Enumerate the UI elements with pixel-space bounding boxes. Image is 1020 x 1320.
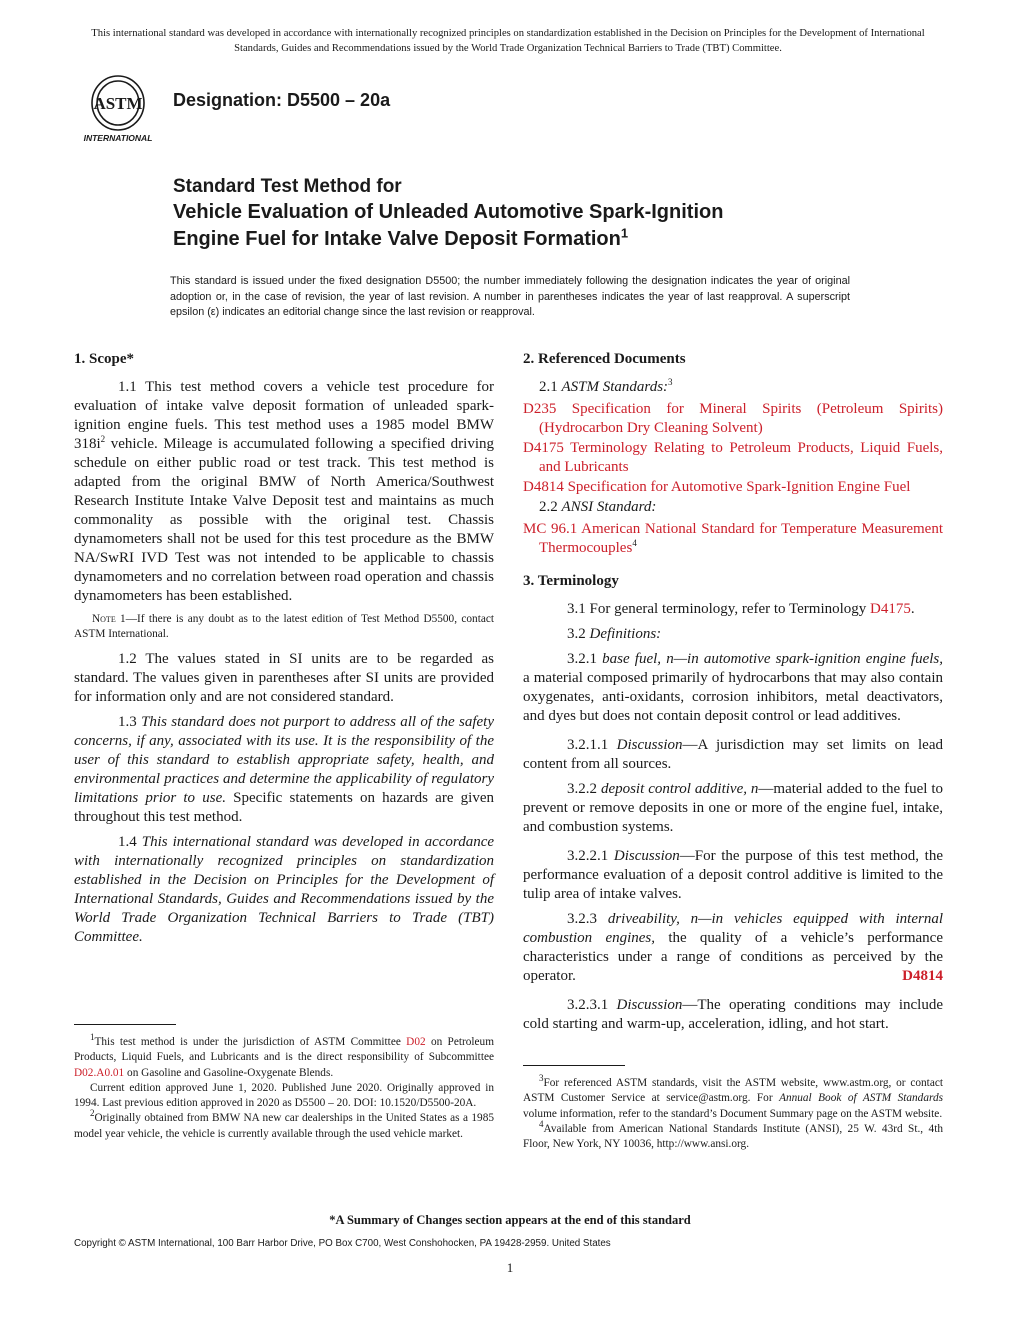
footnote-1-mark: 1 [90,1032,95,1043]
scope-1-2: 1.2 The values stated in SI units are to be regarded as standard. The values given in parentheses after SI units are provided for information only and are not considered standard. [74,651,494,705]
ref-d235-code[interactable]: D235 [523,401,557,417]
footnote-3 [523,1073,943,1122]
term-3-2-3-italic: driveability, n—in vehicles equipped with internal combustion engines, [523,911,944,946]
intro-notice: This international standard was developed in accordance with internationally recognized principles on standardization established in the Decision on Principles for the Development of International Standards, Guides and Recommendations issued by the World Trade Organization Technical Barriers to Trade (TBT) Committee. [91,28,925,54]
astm-standards-italic: ASTM Standards: [561,379,669,395]
scope-1-4 [74,833,494,947]
term-3-2-1-1 [523,736,943,774]
term-3-2 [523,625,943,644]
term-3-2-1 [523,650,943,726]
footnote-1-link-subcommittee[interactable]: D02.A0.01 [74,1066,125,1079]
scope-1-3-tail: Specific statements on hazards are given throughout this test method. [74,790,494,825]
term-3-2-2-1-text: —For the purpose of this test method, the performance evaluation of a deposit control additive is limited to the tulip area of intake valves. [523,848,944,902]
ref-d4175-text[interactable]: Terminology Relating to Petroleum Products, Liquid Fuels, and Lubricants [539,440,943,475]
astm-standards-num: 2.1 [539,379,562,395]
term-3-2-3-1-italic: Discussion [616,997,683,1013]
page-number: 1 [506,1260,514,1275]
footnote-1-current: Current edition approved June 1, 2020. Published June 2020. Originally approved in 1994. Last previous edition approved in 2020 as D5500 – 20. DOI: 10.1520/D5500-20A. [74,1081,494,1110]
footnote-1-text-a: This test method is under the jurisdiction of ASTM Committee [94,1036,407,1048]
footnote-3-mark: 3 [539,1073,544,1084]
note-1-label: Note 1 [92,613,126,625]
footnote-1-text-c: on Gasoline and Gasoline-Oxygenate Blends. [124,1066,334,1079]
term-3-2-1-1-num: 3.2.1.1 [567,737,617,753]
ref-mc96-1[interactable] [523,520,943,558]
footnote-4 [523,1119,943,1153]
term-3-1-link[interactable]: D4175 [870,601,911,617]
section-terminology-heading: 3. Terminology [523,573,619,589]
ref-d235-text[interactable]: Specification for Mineral Spirits (Petroleum Spirits) (Hydrocarbon Dry Cleaning Solvent) [539,401,943,436]
ref-mc96-1-code[interactable]: MC 96.1 [523,521,578,537]
copyright: Copyright © ASTM International, 100 Barr Harbor Drive, PO Box C700, West Conshohocken, PA 19428-2959. United States [74,1238,611,1249]
term-3-2-3-link[interactable]: D4814 [902,968,943,984]
scope-1-1-sup: 2 [100,434,106,444]
footnote-1-text-b: on Petroleum Products, Liquid Fuels, and Lubricants and is the direct responsibility of Subcommittee [74,1036,494,1064]
term-3-2-3-1-text: —The operating conditions may include cold starting and warm-up, acceleration, idling, and hot start. [523,997,943,1032]
scope-1-3-italic: This standard does not purport to address all of the safety concerns, if any, associated with its use. It is the responsibility of the user of this standard to establish appropriate safety, health, and environmental practices and determine the applicability of regulatory limitations prior to use. [74,714,495,806]
ansi-standard-num: 2.2 [539,499,562,515]
term-3-2-3-1 [523,996,943,1034]
ref-d4175-code[interactable]: D4175 [523,440,564,456]
scope-1-1 [74,378,494,606]
designation: Designation: D5500 – 20a [173,90,391,110]
scope-1-1-text-b: vehicle. Mileage is accumulated following a specified driving schedule on either public road or test track. This test method is adapted from the original BMW of North America/Southwest Research Institute Intake Valve Deposit test and maintains as much commonality as possible with the original test. Chassis dynamometers shall not be used for this test procedure as the BMW NA/SwRI IVD Test was not intended to be applicable to chassis dynamometers and no correlation between road operation and chassis dynamometers has been established. [74,436,494,604]
term-3-2-2 [523,780,943,837]
scope-1-4-italic: This international standard was developed in accordance with internationally recognized principles on standardization established in the Decision on Principles for the Development of International Standards, Guides and Recommendations issued by the World Trade Organization Technical Barriers to Trade (TBT) Committee. [74,834,495,945]
logo-subtext: INTERNATIONAL [83,133,153,143]
term-3-2-1-1-italic: Discussion [616,737,683,753]
term-3-2-3-text: the quality of a vehicle’s performance characteristics under a range of conditions as perceived by the operator. [523,930,943,984]
ansi-standard-italic: ANSI Standard: [561,499,657,515]
footnote-1-link-d02[interactable]: D02 [406,1036,426,1048]
logo-text: ASTM [93,94,143,113]
ref-d4814[interactable] [523,478,943,497]
term-3-2-2-text: —material added to the fuel to prevent or remove deposits in one or more of the engine fuel, intake, and combustion systems. [523,781,944,835]
section-referenced-heading: 2. Referenced Documents [523,351,686,367]
footnote-2-mark: 2 [90,1108,95,1119]
term-3-2-italic: Definitions: [589,626,662,642]
term-3-2-3-1-num: 3.2.3.1 [567,997,617,1013]
footnote-4-mark: 4 [539,1119,544,1130]
note-1-text: —If there is any doubt as to the latest edition of Test Method D5500, contact ASTM International. [74,613,495,640]
term-3-2-3-num: 3.2.3 [567,911,608,927]
term-3-2-2-1-num: 3.2.2.1 [567,848,614,864]
footnote-3-text-b: volume information, refer to the standard’s Document Summary page on the ASTM website. [523,1107,943,1120]
left-column [74,350,494,953]
footnote-3-text-a: For referenced ASTM standards, visit the ASTM website, www.astm.org, or contact ASTM Customer Service at service@astm.org. For [523,1077,943,1105]
term-3-2-1-text: a material composed primarily of hydrocarbons that may also contain oxygenates, anti-oxidants, corrosion inhibitors, metal deactivators, and dyes but does not contain deposit control or lead additives. [523,670,943,724]
scope-1-3-num: 1.3 [118,714,142,730]
issued-note: This standard is issued under the fixed designation D5500; the number immediately following the designation indicates the year of original adoption or, in the case of revision, the year of last revision. A number in parentheses indicates the year of last reapproval. A superscript epsilon (ε) indicates an editorial change since the last revision or reapproval. [170,275,850,318]
footnotes-right [523,1065,943,1152]
astm-standards-sup: 3 [668,377,673,387]
ref-mc96-1-sup: 4 [632,538,637,548]
term-3-2-2-italic: deposit control additive, n [600,781,759,797]
scope-1-3 [74,713,494,827]
scope-1-1-text: 1.1 This test method covers a vehicle test procedure for evaluation of intake valve deposit formation of unleaded spark-ignition engine fuels. This test method uses a 1985 model BMW 318i [74,379,494,452]
term-3-2-1-italic: base fuel, n—in automotive spark-ignition engine fuels, [602,651,943,667]
term-3-2-2-1-italic: Discussion [613,848,680,864]
ref-d235[interactable] [523,400,943,438]
footnote-1 [74,1032,494,1081]
term-3-2-3 [523,910,943,986]
title-line-1: Standard Test Method for [173,176,402,197]
term-3-2-num: 3.2 [567,626,590,642]
term-3-2-1-num: 3.2.1 [567,651,603,667]
document-title [173,175,893,253]
footnote-3-italic: Annual Book of ASTM Standards [779,1092,943,1105]
footnote-4-text: Available from American National Standards Institute (ANSI), 25 W. 43rd St., 4th Floor, New York, NY 10036, http://www.ansi.org. [523,1122,943,1151]
title-footnote-mark: 1 [620,225,629,241]
title-line-3 [173,226,893,253]
term-3-1 [523,600,943,619]
footnotes-left [74,1024,494,1142]
footnote-2 [74,1108,494,1142]
astm-standards-label [539,378,943,397]
astm-logo [76,75,160,145]
section-scope-heading: 1. Scope* [74,351,134,367]
term-3-2-2-1 [523,847,943,904]
title-line-2: Vehicle Evaluation of Unleaded Automotive Spark-Ignition [173,201,724,223]
term-3-2-2-num: 3.2.2 [567,781,601,797]
ref-d4814-code[interactable]: D4814 [523,479,564,495]
footnote-2-text: Originally obtained from BMW NA new car dealerships in the United States as a 1985 model year vehicle, the vehicle is currently available through the used vehicle market. [74,1112,494,1140]
ref-d4814-text[interactable]: Specification for Automotive Spark-Ignition Engine Fuel [563,479,911,495]
title-line-3-text: Engine Fuel for Intake Valve Deposit Formation [173,228,621,250]
term-3-1-text: 3.1 For general terminology, refer to Terminology [567,601,871,617]
ref-mc96-1-text[interactable]: American National Standard for Temperature Measurement Thermocouples [539,521,943,556]
scope-1-4-num: 1.4 [118,834,142,850]
ref-d4175[interactable] [523,439,943,477]
ansi-standard-label [539,498,943,517]
note-1 [74,612,494,642]
right-column [523,350,943,1040]
term-3-2-1-1-text: —A jurisdiction may set limits on lead content from all sources. [523,737,943,772]
summary-of-changes-note: *A Summary of Changes section appears at the end of this standard [329,1213,691,1227]
term-3-1-tail: . [910,601,915,617]
